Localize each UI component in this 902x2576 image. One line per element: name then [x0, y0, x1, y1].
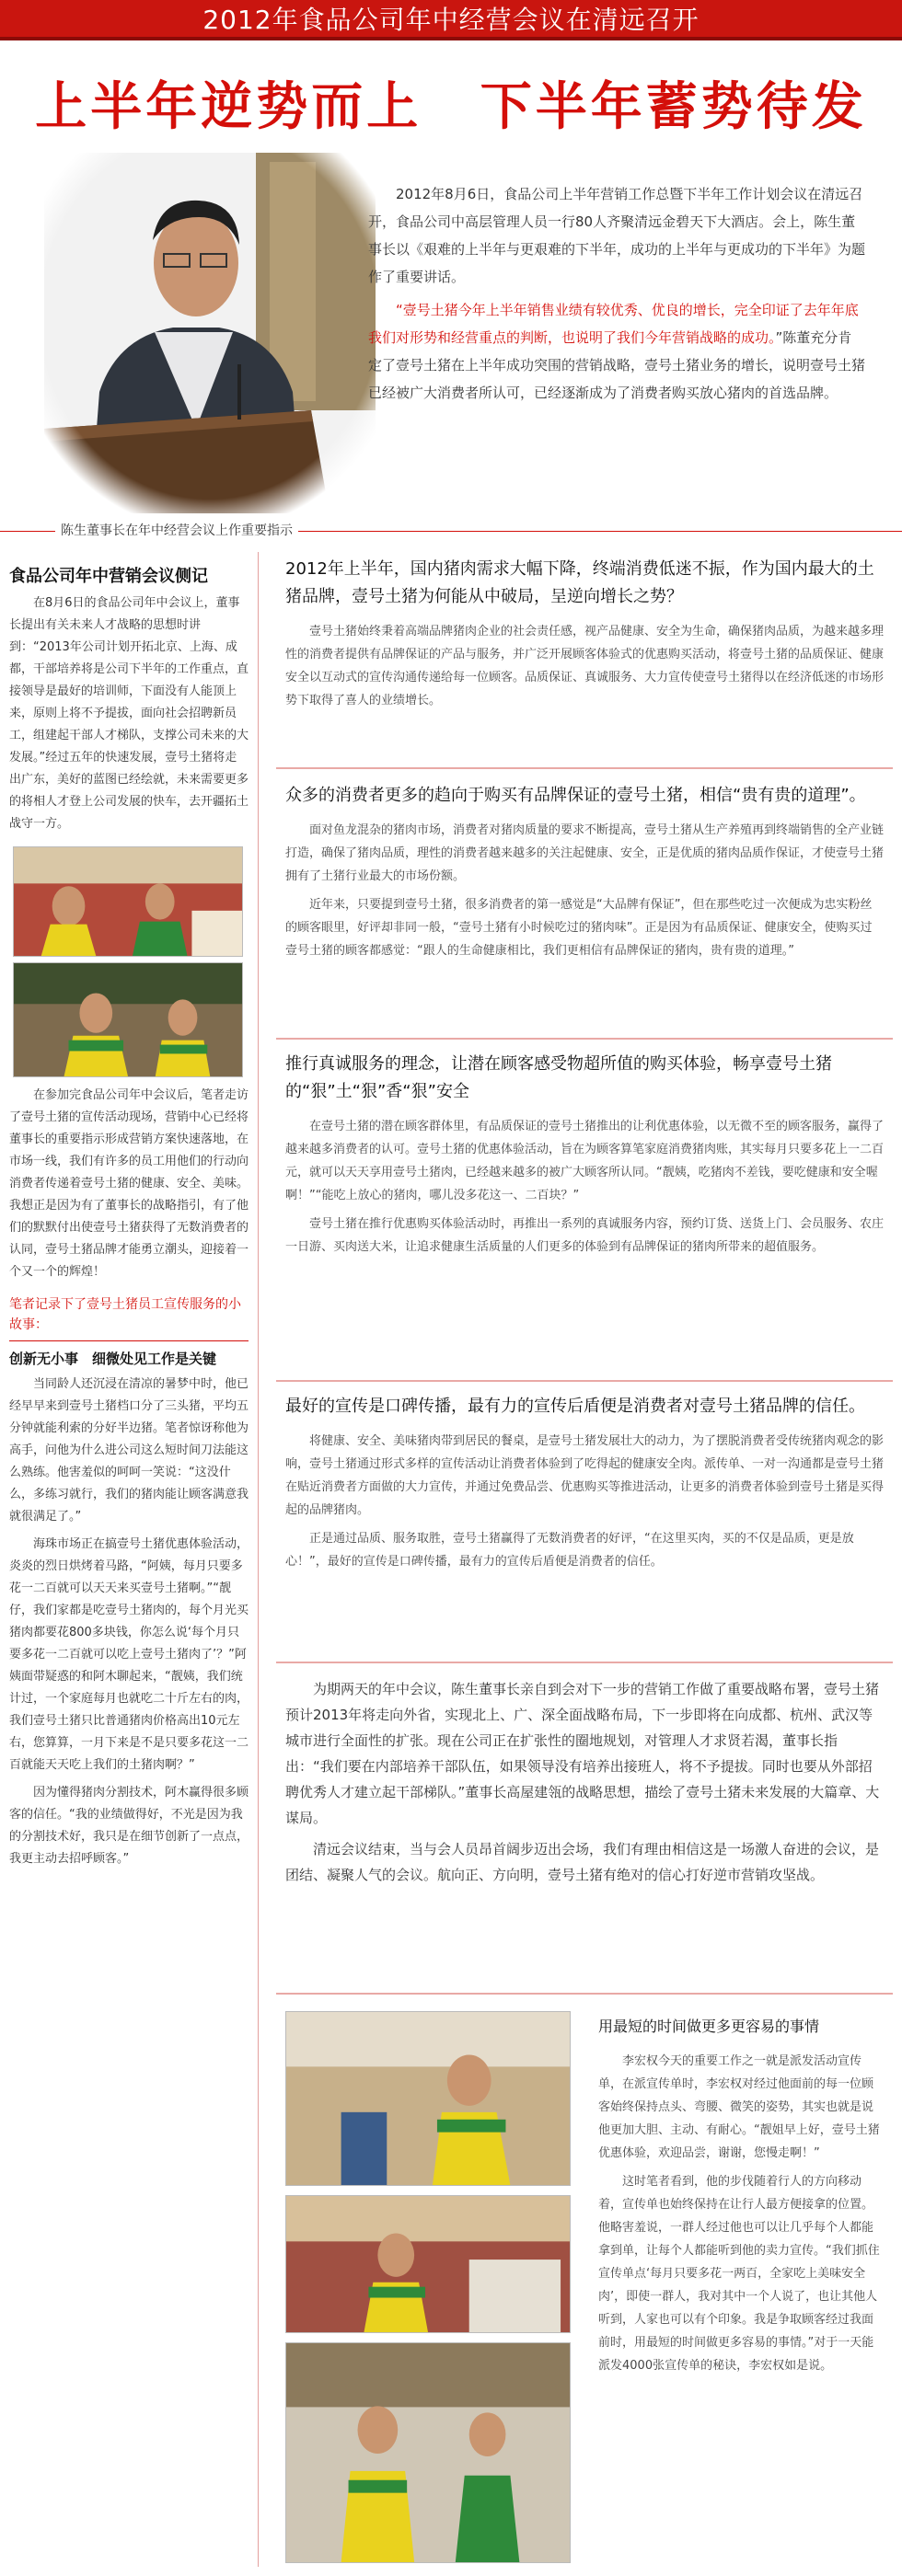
- section-3: [285, 1051, 884, 1264]
- section-6-paragraph-1: 李宏权今天的重要工作之一就是派发活动宣传单，在派宣传单时，李宏权对经过他面前的每一位顾客始终保持点头、弯腰、微笑的姿势，其实也就是说他更加大胆、主动、有耐心。“靓姐早上好，壹号土猪优惠体验，欢迎品尝，谢谢，您慢走啊！”: [598, 2054, 880, 2160]
- photo-caption-bar: [0, 521, 902, 541]
- header-bar: [0, 0, 902, 40]
- section-4-title: 最好的宣传是口碑传播，最有力的宣传后盾便是消费者对壹号土猪品牌的信任。: [285, 1397, 865, 1416]
- section-3-paragraph-2: 壹号土猪在推行优惠购买体验活动时，再推出一系列的真诚服务内容，预约订货、送货上门、会员服务、农庄一日游、买肉送大米，让追求健康生活质量的人们更多的体验到有品牌保证的猪肉所带来的超值服务。: [285, 1217, 885, 1254]
- headline-part2: 下半年蓄势待发: [480, 77, 867, 137]
- left-paragraph-2: 在参加完食品公司年中会议后，笔者走访了壹号土猪的宣传活动现场，营销中心已经将董事长的重要指示形成营销方案快速落地，在市场一线，我们有许多的员工用他们的行动向消费者传递着壹号土猪的健康、安全、美味。我想正是因为有了董事长的战略指引，有了他们的默默付出使壹号土猪获得了无数消费者的认同，壹号土猪品牌才能勇立潮头，迎接着一个又一个的辉煌！: [9, 1088, 249, 1279]
- header-title: 2012年食品公司年中经营会议在清远召开: [202, 5, 700, 35]
- section-4-paragraph-1: 将健康、安全、美味猪肉带到居民的餐桌，是壹号土猪发展壮大的动力，为了摆脱消费者受传统猪肉观念的影响，壹号土猪通过形式多样的宣传活动让消费者体验到了吃得起的健康安全肉。派传单、一对一沟通都是壹号土猪在贴近消费者方面做的大力宣传，并通过免费品尝、优惠购买等推进活动，让更多的消费者体验到壹号土猪是买得起的品牌猪肉。: [285, 1434, 885, 1517]
- left-column-title: 食品公司年中营销会议侧记: [9, 567, 208, 586]
- leaflet-staff-photo-3: [285, 2342, 571, 2563]
- section-divider-1: [276, 767, 893, 769]
- promo-staff-photo-1: [13, 846, 243, 957]
- promo-staff-photo-2: [13, 962, 243, 1077]
- left-paragraph-1: 在8月6日的食品公司年中会议上，董事长提出有关未来人才战略的思想时讲到：“2013年公司计划开拓北京、上海、成都，干部培养将是公司下半年的工作重点，直接领导是最好的培训师，下面没有人能顶上来，原则上将不予提拔，面向社会招聘新员工，组建起干部人才梯队，支撑公司未来的大发展。”经过五年的快速发展，壹号土猪将走出广东，美好的蓝图已经绘就，未来需要更多的将相人才登上公司发展的快车，去开疆拓土战守一方。: [9, 596, 249, 831]
- intro-quote-continued: ”陈董充分肯定了壹号土猪在上半年成功突围的营销战略，壹号土猪业务的增长，说明壹号土猪已经被广大消费者所认可，已经逐渐成为了消费者购买放心猪肉的首选品牌。: [368, 329, 866, 401]
- section-5-paragraph-2: 清远会议结束，当与会人员昂首阔步迈出会场，我们有理由相信这是一场激人奋进的会议，是团结、凝聚人气的会议。航向正、方向明，壹号土猪有绝对的信心打好逆市营销攻坚战。: [285, 1841, 880, 1883]
- section-3-paragraph-1: 在壹号土猪的潜在顾客群体里，有品质保证的壹号土猪推出的让利优惠体验，以无微不至的顾客服务，赢得了越来越多消费者的认可。壹号土猪的优惠体验活动，旨在为顾客算笔家庭消费猪肉账，其实每月只要多花上一二百元，就可以天天享用壹号土猪肉，已经越来越多的被广大顾客所认同。“靓姨，吃猪肉不差钱，要吃健康和安全喔啊！”“能吃上放心的猪肉，哪儿没多花这一、二百块？”: [285, 1120, 885, 1202]
- story-paragraph-2: 海珠市场正在搞壹号土猪优惠体验活动，炎炎的烈日烘烤着马路，“阿姨，每月只要多花一二百就可以天天来买壹号土猪啊。”“靓仔，我们家都是吃壹号土猪肉的，每个月光买猪肉都要花800多块钱，你怎么说‘每个月只要多花一二百就可以吃上壹号土猪肉了’？”阿姨面带疑惑的和阿木聊起来，“靓姨，我们统计过，一个家庭每月也就吃二十斤左右的肉，我们壹号土猪只比普通猪肉价格高出10元左右，您算算，一月下来是不是只要多花这一二百就能天天吃上我们的土猪肉啊？”: [9, 1537, 249, 1772]
- chairman-photo: [44, 153, 376, 513]
- section-2: [285, 782, 884, 968]
- headline-part1: 上半年逆势而上: [35, 77, 422, 137]
- section-6-title: 用最短的时间做更多更容易的事情: [598, 2018, 820, 2035]
- main-headline: [0, 66, 902, 140]
- section-4-paragraph-2: 正是通过品质、服务取胜，壹号土猪赢得了无数消费者的好评，“在这里买肉，买的不仅是品质，更是放心！”，最好的宣传是口碑传播，最有力的宣传后盾便是消费者的信任。: [285, 1532, 854, 1569]
- story-title: 创新无小事 细微处见工作是关键: [9, 1351, 217, 1367]
- column-divider: [258, 552, 259, 2567]
- section-6: [598, 2013, 884, 2383]
- intro-text: [368, 180, 865, 412]
- intro-paragraph-1: 2012年8月6日，食品公司上半年营销工作总暨下半年工作计划会议在清远召开，食品公司中高层管理人员一行80人齐聚清远金碧天下大酒店。会上，陈生董事长以《艰难的上半年与更艰难的下半年，成功的上半年与更成功的下半年》为题作了重要讲话。: [368, 186, 866, 285]
- left-column: [9, 552, 249, 1876]
- section-2-title: 众多的消费者更多的趋向于购买有品牌保证的壹号土猪，相信“贵有贵的道理”。: [285, 786, 866, 805]
- leaflet-staff-photo-1: [285, 2011, 571, 2186]
- section-1-title: 2012年上半年，国内猪肉需求大幅下降，终端消费低迷不振，作为国内最大的土猪品牌，壹号土猪为何能从中破局，呈逆向增长之势？: [285, 559, 874, 606]
- section-divider-3: [276, 1380, 893, 1382]
- section-4: [285, 1393, 884, 1579]
- story-paragraph-3: 因为懂得猪肉分割技术，阿木赢得很多顾客的信任。“我的业绩做得好，不光是因为我的分割技术好，我只是在细节创新了一点点，我更主动去招呼顾客。”: [9, 1786, 249, 1866]
- photo-caption: 陈生董事长在年中经营会议上作重要指示: [55, 521, 298, 541]
- section-1-paragraph-1: 壹号土猪始终秉着高端品牌猪肉企业的社会责任感，视产品健康、安全为生命，确保猪肉品质，为越来越多理性的消费者提供有品牌保证的产品与服务，并广泛开展顾客体验式的优惠购买活动，将壹号土猪的品质保证、健康安全以互动式的宣传沟通传递给每一位顾客。品质保证、真诚服务、大力宣传使壹号土猪得以在经济低迷的市场形势下取得了喜人的业绩增长。: [285, 625, 885, 707]
- section-divider-4: [276, 1662, 893, 1663]
- section-divider-5: [276, 1993, 893, 1995]
- section-divider-2: [276, 1038, 893, 1040]
- section-3-title: 推行真诚服务的理念，让潜在顾客感受物超所值的购买体验，畅享壹号土猪的“狠”土“狠”香“狠”安全: [285, 1054, 832, 1101]
- section-5: [285, 1676, 884, 1893]
- leaflet-staff-photo-2: [285, 2195, 571, 2333]
- section-2-paragraph-2: 近年来，只要提到壹号土猪，很多消费者的第一感觉是“大品牌有保证”，但在那些吃过一次便成为忠实粉丝的顾客眼里，好评却非同一般，“壹号土猪有小时候吃过的猪肉味”。正是因为有品质保证、健康安全，使购买过壹号土猪的顾客都感觉：“跟人的生命健康相比，我们更相信有品牌保证的猪肉，贵有贵的道理。”: [285, 898, 873, 958]
- story-note: 笔者记录下了壹号土猪员工宣传服务的小故事：: [9, 1297, 241, 1332]
- section-2-paragraph-1: 面对鱼龙混杂的猪肉市场，消费者对猪肉质量的要求不断提高，壹号土猪从生产养殖再到终端销售的全产业链打造，确保了猪肉品质，理性的消费者越来越多的关注起健康、安全，正是优质的猪肉品质作保证，才使壹号土猪拥有了土猪行业最大的市场份额。: [285, 823, 885, 883]
- section-1: [285, 556, 884, 718]
- intro-quote: “壹号土猪今年上半年销售业绩有较优秀、优良的增长，完全印证了去年年底我们对形势和经营重点的判断，也说明了我们今年营销战略的成功。: [368, 302, 859, 346]
- section-5-paragraph-1: 为期两天的年中会议，陈生董事长亲自到会对下一步的营销工作做了重要战略布署，壹号土猪预计2013年将走向外省，实现北上、广、深全面战略布局，下一步即将在向成都、杭州、武汉等城市进行全面性的扩张。现在公司正在扩张性的圈地规划，对管理人才求贤若渴，董事长指出：“我们要在内部培养干部队伍，如果领导没有培养出接班人，将不予提拔。同时也要从外部招聘优秀人才建立起干部梯队。”董事长高屋建瓴的战略思想，描绘了壹号土猪未来发展的大篇章、大谋局。: [285, 1681, 880, 1826]
- story-note-divider: [9, 1340, 249, 1341]
- section-6-paragraph-2: 这时笔者看到，他的步伐随着行人的方向移动着，宣传单也始终保持在让行人最方便接拿的位置。他略害羞说，一群人经过他也可以让几乎每个人都能拿到单，让每个人都能听到他的卖力宣传。“我们抓住宣传单点‘每月只要多花一两百，全家吃上美味安全肉’，即使一群人，我对其中一个人说了，也让其他人听到，人家也可以有个印象。我是争取顾客经过我面前时，用最短的时间做更多容易的事情。”对于一天能派发4000张宣传单的秘诀，李宏权如是说。: [598, 2175, 880, 2373]
- story-paragraph-1: 当同龄人还沉浸在清凉的暑梦中时，他已经早早来到壹号土猪档口分了三头猪，平均五分钟就能利索的分好半边猪。笔者惊讶称他为高手，问他为什么进公司这么短时间刀法能这么熟练。他害羞似的呵呵一笑说：“这没什么，多练习就行，我们的猪肉能让顾客满意我就很满足了。”: [9, 1377, 249, 1524]
- intro-paragraph-2: [368, 296, 865, 407]
